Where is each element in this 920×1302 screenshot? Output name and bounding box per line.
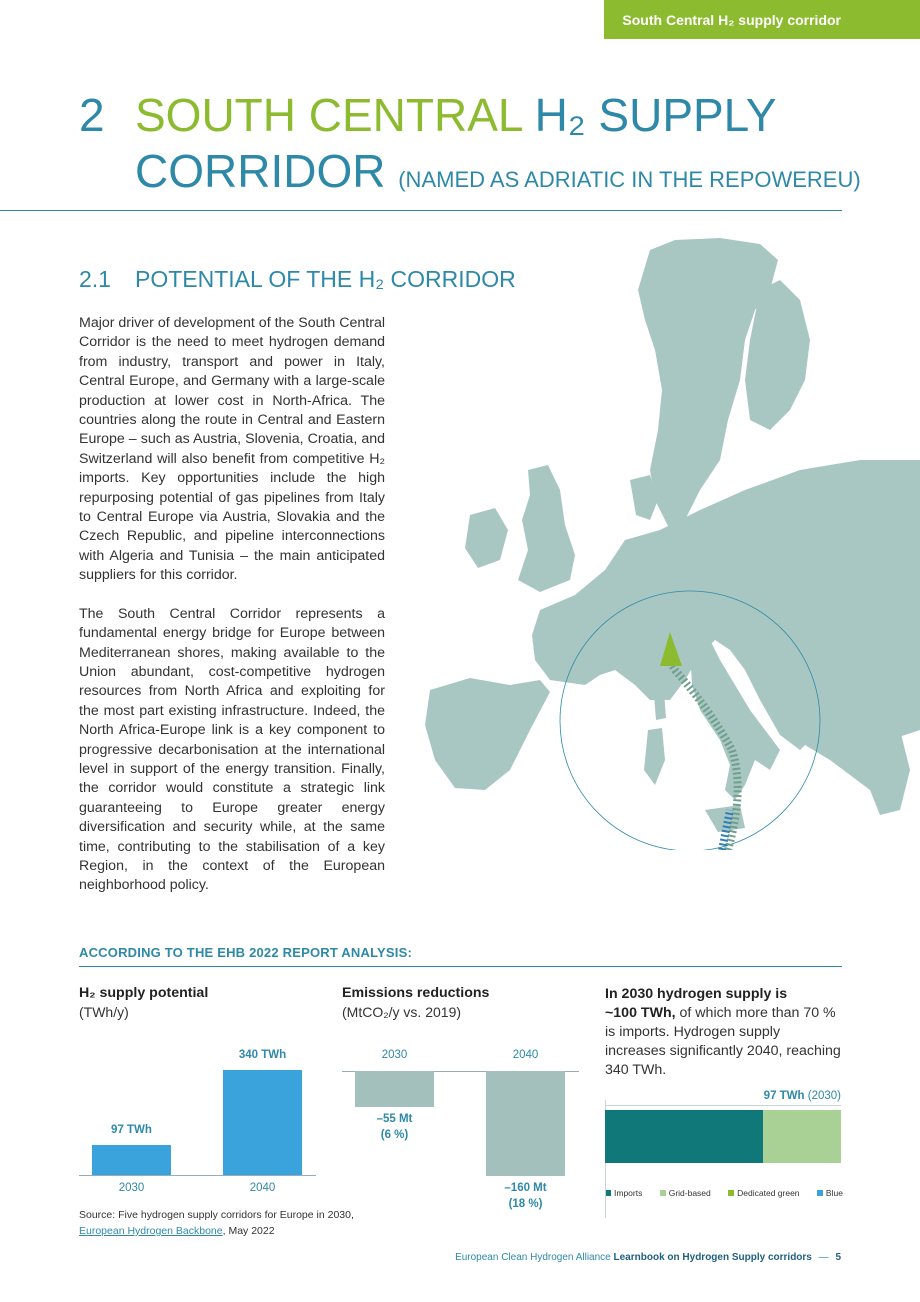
britain-shape	[518, 465, 575, 592]
supply-mix-legend	[605, 1188, 845, 1198]
chart2-title: Emissions reductions	[342, 985, 490, 1001]
legend-dedicated-green: Dedicated green	[728, 1188, 799, 1198]
chart3-top-rule	[605, 1105, 841, 1106]
chart2-value-label: –160 Mt	[504, 1182, 547, 1194]
chart2-percent-label: (6 %)	[380, 1129, 409, 1142]
title-part-corridor: CORRIDOR	[135, 145, 386, 197]
supply-amount: ~100 TWh,	[605, 1005, 676, 1021]
chart1-bar-2030	[92, 1145, 171, 1175]
page-footer	[455, 1252, 841, 1263]
chart2-bar-2040	[486, 1071, 565, 1176]
footer-sep: —	[818, 1252, 829, 1263]
title-divider	[0, 210, 842, 211]
source-link[interactable]: European Hydrogen Backbone	[79, 1225, 223, 1237]
chart2-unit: (MtCO₂/y vs. 2019)	[342, 1004, 462, 1020]
legend-grid-based: Grid-based	[660, 1188, 711, 1198]
chart1-value-label: 340 TWh	[238, 1049, 287, 1061]
chart2-tick-label: 2030	[381, 1049, 408, 1061]
supply-summary	[605, 985, 841, 1080]
chart1-bar-2040	[223, 1070, 302, 1175]
body-text	[79, 314, 385, 915]
chart3-segment-imports	[605, 1110, 763, 1163]
section-tag: South Central H₂ supply corridor	[604, 0, 920, 39]
chart1-title: H₂ supply potential	[79, 985, 209, 1001]
sardinia-shape	[644, 728, 665, 785]
chart2-tick-label: 2040	[512, 1049, 539, 1061]
chart2-percent-label: (18 %)	[508, 1198, 543, 1210]
page-number: 5	[835, 1252, 841, 1263]
title-part-south-central: SOUTH CENTRAL	[135, 89, 522, 141]
supply-rest: of which more than 70 % is imports. Hydrogen supply increases significantly 2040, reaching 340 TWh.	[605, 1005, 841, 1078]
source-note: Source: Five hydrogen supply corridors for Europe in 2030, European Hydrogen Backbone, May 2022	[79, 1209, 354, 1237]
legend-blue: Blue	[817, 1188, 843, 1198]
title-part-h2-supply: H₂ SUPPLY	[534, 89, 777, 141]
chart3-value-label	[605, 1090, 841, 1102]
supply-lead: In 2030 hydrogen supply is	[605, 986, 788, 1002]
chart1-value-label: 97 TWh	[111, 1124, 152, 1137]
footer-doc: Learnbook on Hydrogen Supply corridors	[613, 1252, 812, 1263]
chart3-segment-grid-based	[763, 1110, 841, 1163]
chart3-value: 97 TWh	[763, 1090, 805, 1102]
iberia-shape	[425, 678, 550, 790]
chart1-baseline	[79, 1175, 316, 1176]
chart2-value-label: –55 Mt	[376, 1113, 413, 1126]
corsica-shape	[654, 692, 666, 720]
europe-map	[400, 230, 920, 850]
title-note: (NAMED AS ADRIATIC IN THE REPOWEREU)	[398, 167, 861, 192]
chart1-tick-label: 2040	[249, 1182, 276, 1194]
footer-org: European Clean Hydrogen Alliance	[455, 1252, 611, 1263]
subsection-number: 2.1	[79, 266, 111, 292]
analysis-divider	[79, 966, 842, 967]
analysis-label: ACCORDING TO THE EHB 2022 REPORT ANALYSIS:	[79, 945, 412, 960]
chart1-tick-label: 2030	[118, 1182, 145, 1194]
subsection-label: POTENTIAL OF THE H₂ CORRIDOR	[134, 266, 516, 292]
paragraph-2: The South Central Corridor represents a fundamental energy bridge for Europe between Mediterranean shores, making available to the Union abundant, cost-competitive hydrogen resources from North Africa and exploiting for the most part existing infrastructure. Indeed, the North Africa-Europe link is a key component to progressive decarbonisation at the international level in support of the energy transition. Finally, the corridor would constitute a strategic link guaranteeing to Europe greater energy diversification and security while, at the same time, contributing to the stabilisation of a key Region, in the context of the European neighborhood policy.	[79, 605, 385, 894]
chart3-value-year: (2030)	[804, 1090, 841, 1102]
paragraph-1: Major driver of development of the South Central Corridor is the need to meet hydrogen demand from industry, transport and power in Italy, Central Europe, and Germany with a large-scale production at lower cost in North-Africa. The countries along the route in Central and Eastern Europe – such as Austria, Slovenia, Croatia, and Switzerland will also benefit from competitive H₂ imports. Key opportunities include the high repurposing potential of gas pipelines from Italy to Central Europe via Austria, Slovakia and the Czech Republic, and pipeline interconnections with Algeria and Tunisia – the main anticipated suppliers for this corridor.	[79, 315, 385, 584]
section-number: 2	[79, 89, 106, 141]
ireland-shape	[465, 508, 508, 568]
chart2-bar-2030	[355, 1071, 434, 1107]
legend-imports: Imports	[605, 1188, 642, 1198]
chart1-unit: (TWh/y)	[79, 1004, 129, 1020]
